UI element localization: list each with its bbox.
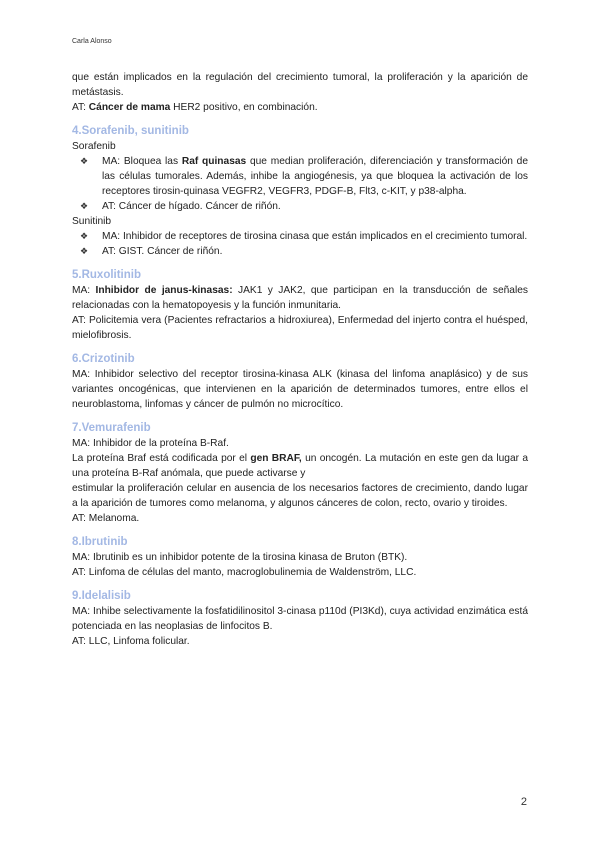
ma-text: MA: Inhibidor selectivo del receptor tirosina-kinasa ALK (kinasa del linfoma anaplásico) y de sus variantes oncogénicas, que intervienen en la aparición de determinados tumores, entre ellos el neuroblastoma, linfomas y cáncer de pulmón no microcítico. — [72, 369, 528, 410]
ma-text: MA: Inhibe selectivamente la fosfatidilinositol 3-cinasa p110d (PI3Kd), cuya actividad enzimática está potenciada en las neoplasias de linfocitos B. — [72, 606, 528, 632]
bullet-item: ❖ MA: Inhibidor de receptores de tirosina cinasa que están implicados en el crecimiento tumoral. — [80, 231, 528, 242]
drug-name: Sunitinib — [72, 216, 112, 227]
intro-at: AT: Cáncer de mama HER2 positivo, en combinación. — [72, 102, 318, 113]
bullet-item: ❖ AT: GIST. Cáncer de riñón. — [80, 246, 223, 257]
bullet-item: ❖ AT: Cáncer de hígado. Cáncer de riñón. — [80, 201, 281, 212]
diamond-bullet-icon: ❖ — [80, 246, 89, 256]
section-ibrutinib — [72, 535, 528, 580]
section-title: 4.Sorafenib, sunitinib — [72, 125, 189, 137]
at-text: AT: Policitemia vera (Pacientes refractarios a hidroxiurea), Enfermedad del injerto contra el huésped, mielofibrosis. — [72, 315, 528, 341]
section-crizotinib — [72, 352, 528, 412]
document-body — [72, 70, 528, 649]
ma-text: MA: Ibrutinib es un inhibidor potente de la tirosina kinasa de Bruton (BTK). — [72, 552, 408, 563]
section-title: 8.Ibrutinib — [72, 536, 128, 548]
paragraph: estimular la proliferación celular en ausencia de los necesarios factores de crecimiento, dando lugar a la aparición de tumores como melanoma, y algunos cánceres de colon, recto, ovario y tiroides. — [72, 483, 528, 509]
diamond-bullet-icon: ❖ — [80, 231, 89, 241]
at-text: AT: Melanoma. — [72, 513, 140, 524]
section-title: 9.Idelalisib — [72, 590, 131, 602]
diamond-bullet-icon: ❖ — [80, 201, 89, 211]
section-ruxolitinib — [72, 268, 528, 343]
page-header-author: Carla Alonso — [72, 38, 112, 45]
ma-text: MA: Inhibidor de la proteína B-Raf. — [72, 438, 229, 449]
section-idelalisib — [72, 589, 528, 649]
intro-text: que están implicados en la regulación del crecimiento tumoral, la proliferación y la aparición de metástasis. — [72, 72, 528, 98]
at-text: AT: LLC, Linfoma folicular. — [72, 636, 190, 647]
diamond-bullet-icon: ❖ — [80, 156, 89, 166]
bullet-item: ❖ MA: Bloquea las Raf quinasas que median proliferación, diferenciación y transformación de las células tumorales. Además, inhibe la angiogénesis, ya que bloquea la activación de los receptores tirosin-quinasa VEGFR2, VEGFR3, PDGF-B, Flt3, c-KIT, y p38-alpha. — [80, 156, 528, 197]
paragraph: La proteína Braf está codificada por el gen BRAF, un oncogén. La mutación en este gen da lugar a una proteína B-Raf anómala, que puede activarse y — [72, 453, 528, 479]
section-vemurafenib — [72, 421, 528, 526]
drug-name: Sorafenib — [72, 141, 116, 152]
section-title: 5.Ruxolitinib — [72, 269, 141, 281]
section-title: 7.Vemurafenib — [72, 422, 151, 434]
page-number: 2 — [520, 796, 527, 808]
section-sorafenib-sunitinib — [72, 124, 528, 259]
section-title: 6.Crizotinib — [72, 353, 135, 365]
at-text: AT: Linfoma de células del manto, macroglobulinemia de Waldenström, LLC. — [72, 567, 417, 578]
ma-text: MA: Inhibidor de janus-kinasas: JAK1 y JAK2, que participan en la transducción de señales relacionadas con la hematopoyesis y la función inmunitaria. — [72, 285, 528, 311]
